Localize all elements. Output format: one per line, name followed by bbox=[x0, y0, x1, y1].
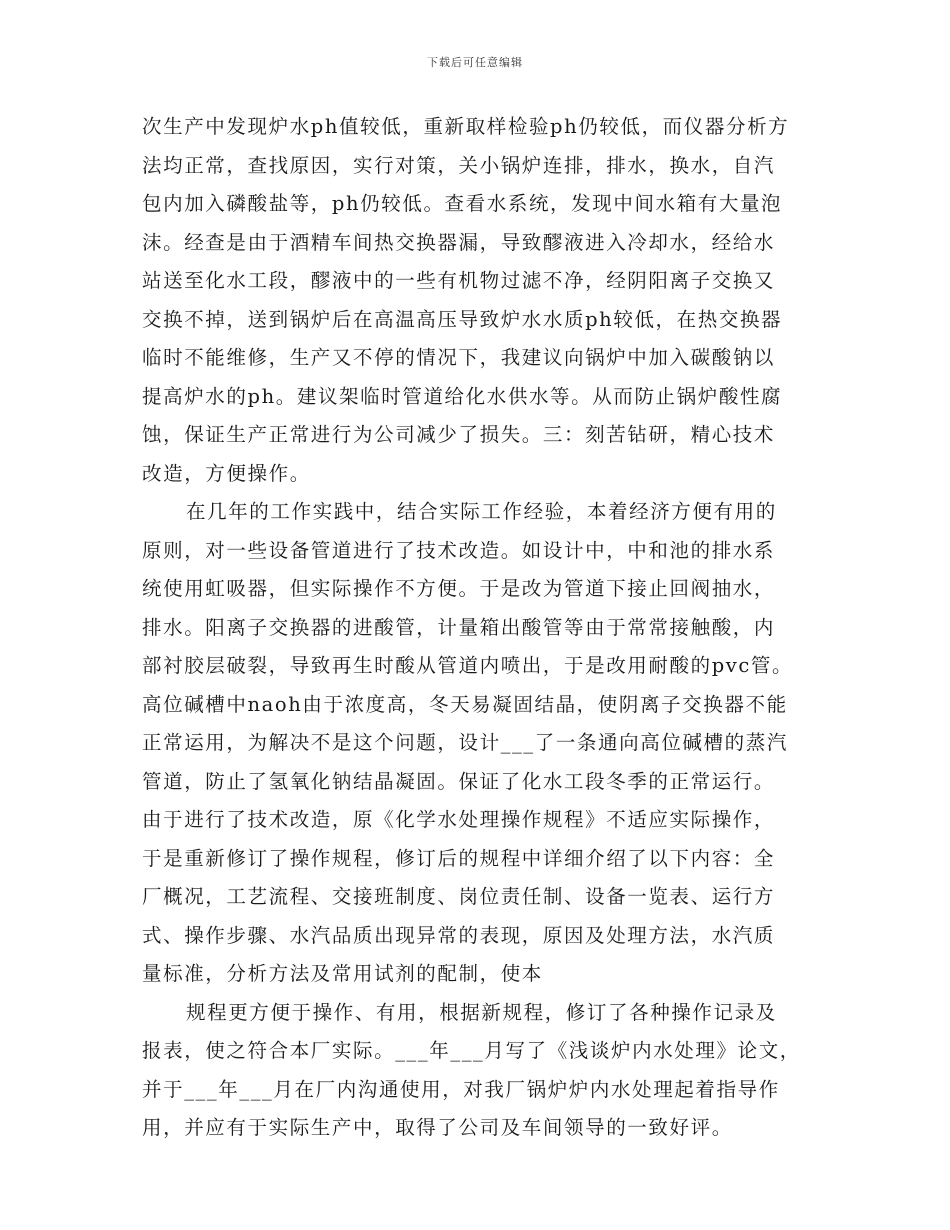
text-line: 交换不掉，送到锅炉后在高温高压导致炉水水质ph较低，在热交换器 bbox=[142, 307, 783, 331]
text-line: 在几年的工作实践中，结合实际工作经验，本着经济方便有用的 bbox=[186, 500, 777, 523]
text-line: 由于进行了技术改造，原《化学水处理操作规程》不适应实际操作， bbox=[142, 808, 776, 831]
text-line: 量标准，分析方法及常用试剂的配制，使本 bbox=[142, 962, 543, 985]
text-line: 次生产中发现炉水ph值较低，重新取样检验ph仍较低，而仪器分析方 bbox=[142, 115, 790, 138]
text-line: 报表，使之符合本厂实际。___年___月写了《浅谈炉内水处理》论文， bbox=[142, 1039, 801, 1062]
text-line: 改造，方便操作。 bbox=[142, 461, 311, 485]
text-line: 蚀，保证生产正常进行为公司减少了损失。三：刻苦钻研，精心技术 bbox=[142, 423, 776, 446]
page-header: 下载后可任意编辑 bbox=[427, 56, 523, 69]
text-line: 沫。经查是由于酒精车间热交换器漏，导致醪液进入冷却水，经给水 bbox=[142, 230, 776, 254]
text-line: 正常运用，为解决不是这个问题，设计___了一条通向高位碱槽的蒸汽 bbox=[142, 731, 788, 754]
text-line: 部衬胶层破裂，导致再生时酸从管道内喷出，于是改用耐酸的pvc管。 bbox=[142, 654, 794, 677]
text-line: 高位碱槽中naoh由于浓度高，冬天易凝固结晶，使阴离子交换器不能 bbox=[142, 692, 788, 716]
text-line: 管道，防止了氢氧化钠结晶凝固。保证了化水工段冬季的正常运行。 bbox=[142, 769, 776, 793]
document-body bbox=[142, 108, 810, 1148]
text-line: 于是重新修订了操作规程，修订后的规程中详细介绍了以下内容：全 bbox=[142, 846, 776, 870]
text-line: 原则，对一些设备管道进行了技术改造。如设计中，中和池的排水系 bbox=[142, 538, 776, 562]
text-line: 排水。阳离子交换器的进酸管，计量箱出酸管等由于常常接触酸，内 bbox=[142, 615, 776, 639]
text-line: 并于___年___月在厂内沟通使用，对我厂锅炉炉内水处理起着指导作 bbox=[142, 1077, 780, 1101]
text-line: 式、操作步骤、水汽品质出现异常的表现，原因及处理方法，水汽质 bbox=[142, 923, 776, 947]
text-line: 规程更方便于操作、有用，根据新规程，修订了各种操作记录及 bbox=[186, 1000, 777, 1024]
text-line: 提高炉水的ph。建议架临时管道给化水供水等。从而防止锅炉酸性腐 bbox=[142, 384, 783, 408]
text-line: 厂概况，工艺流程、交接班制度、岗位责任制、设备一览表、运行方 bbox=[142, 885, 776, 908]
text-line: 包内加入磷酸盐等，ph仍较低。查看水系统，发现中间水箱有大量泡 bbox=[142, 192, 783, 215]
text-line: 站送至化水工段，醪液中的一些有机物过滤不净，经阴阳离子交换又 bbox=[142, 269, 776, 292]
text-line: 法均正常，查找原因，实行对策，关小锅炉连排，排水，换水，自汽 bbox=[142, 153, 776, 177]
text-line: 用，并应有于实际生产中，取得了公司及车间领导的一致好评。 bbox=[142, 1116, 733, 1139]
text-line: 统使用虹吸器，但实际操作不方便。于是改为管道下接止回阀抽水， bbox=[142, 577, 776, 600]
text-line: 临时不能维修，生产又不停的情况下，我建议向锅炉中加入碳酸钠以 bbox=[142, 346, 776, 369]
